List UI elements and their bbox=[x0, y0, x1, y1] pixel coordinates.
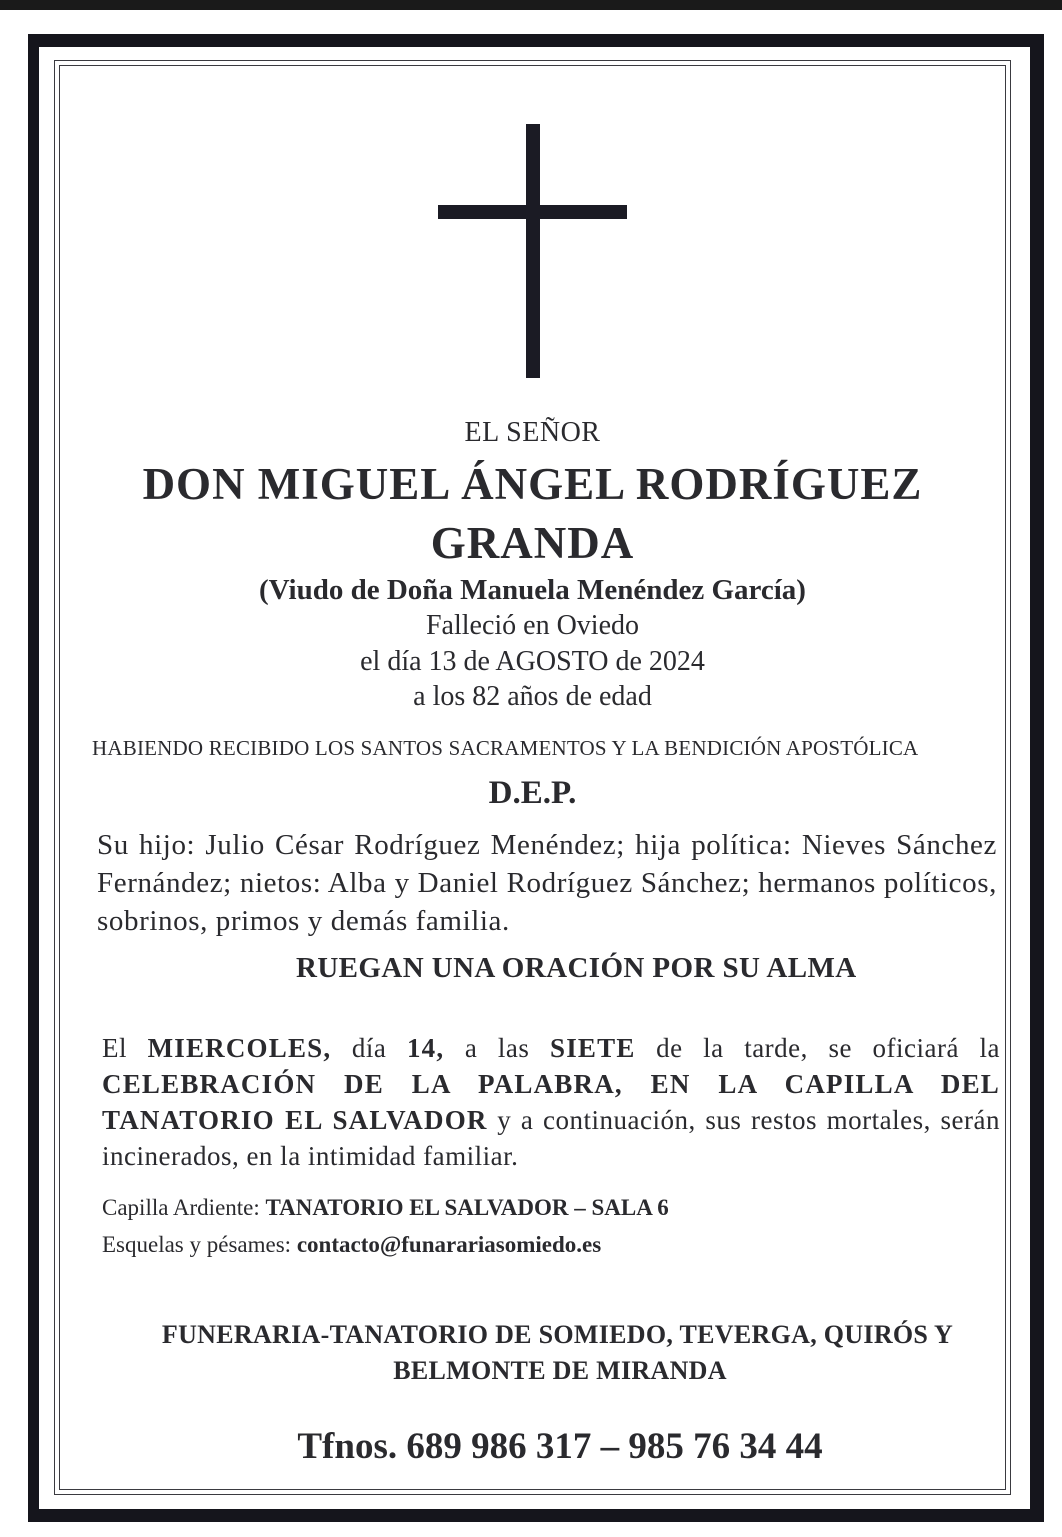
prayer-request: RUEGAN UNA ORACIÓN POR SU ALMA bbox=[296, 952, 857, 984]
ceremony-text: de la tarde, se oficiará la bbox=[635, 1033, 1000, 1063]
ceremony-text: a las bbox=[444, 1033, 550, 1063]
scan-edge bbox=[0, 0, 1062, 10]
ceremony-text: y a continuación, sus restos mortales, serán incinerados, en la intimidad familiar. bbox=[102, 1105, 1000, 1171]
condolences-line bbox=[102, 1232, 601, 1258]
sacraments-line: HABIENDO RECIBIDO LOS SANTOS SACRAMENTOS Y LA BENDICIÓN APOSTÓLICA bbox=[92, 736, 919, 760]
age-at-death: a los 82 años de edad bbox=[413, 681, 652, 712]
chapel-label: Capilla Ardiente: bbox=[102, 1195, 266, 1220]
phone-numbers: Tfnos. 689 986 317 – 985 76 34 44 bbox=[297, 1426, 823, 1467]
deceased-name-line2: GRANDA bbox=[430, 518, 635, 568]
ceremony-day-name: MIERCOLES, bbox=[147, 1033, 332, 1063]
family-paragraph: Su hijo: Julio César Rodríguez Menéndez; hija política: Nieves Sánchez Fernández; nietos: Alba y Daniel Rodríguez Sánchez; hermanos políticos, sobrinos, primos y demás familia. bbox=[97, 829, 997, 937]
chapel-value: TANATORIO EL SALVADOR – SALA 6 bbox=[265, 1195, 669, 1220]
condolences-email: contacto@funarariasomiedo.es bbox=[296, 1232, 602, 1257]
condolences-label: Esquelas y pésames: bbox=[102, 1232, 297, 1257]
dep-label: D.E.P. bbox=[488, 775, 577, 811]
chapel-line bbox=[102, 1195, 669, 1221]
ceremony-celebration: CELEBRACIÓN DE LA PALABRA, EN LA CAPILLA DEL TANATORIO EL SALVADOR bbox=[102, 1069, 1000, 1135]
funeral-home-line2: BELMONTE DE MIRANDA bbox=[393, 1356, 727, 1385]
honorific: EL SEÑOR bbox=[464, 417, 601, 448]
cross-horizontal-bar bbox=[438, 205, 627, 219]
widow-of: (Viudo de Doña Manuela Menéndez García) bbox=[259, 574, 806, 606]
deceased-name-line1: DON MIGUEL ÁNGEL RODRÍGUEZ bbox=[142, 459, 923, 509]
ceremony-paragraph bbox=[102, 1030, 1000, 1174]
ceremony-text: El bbox=[102, 1033, 148, 1063]
ceremony-hour: SIETE bbox=[549, 1033, 636, 1063]
cross-vertical-bar bbox=[526, 124, 540, 378]
ceremony-day-number: 14, bbox=[406, 1033, 445, 1063]
place-of-death: Falleció en Oviedo bbox=[425, 610, 640, 641]
funeral-home-line1: FUNERARIA-TANATORIO DE SOMIEDO, TEVERGA, QUIRÓS Y bbox=[161, 1320, 954, 1349]
ceremony-text: día bbox=[331, 1033, 407, 1063]
date-of-death: el día 13 de AGOSTO de 2024 bbox=[360, 646, 705, 677]
